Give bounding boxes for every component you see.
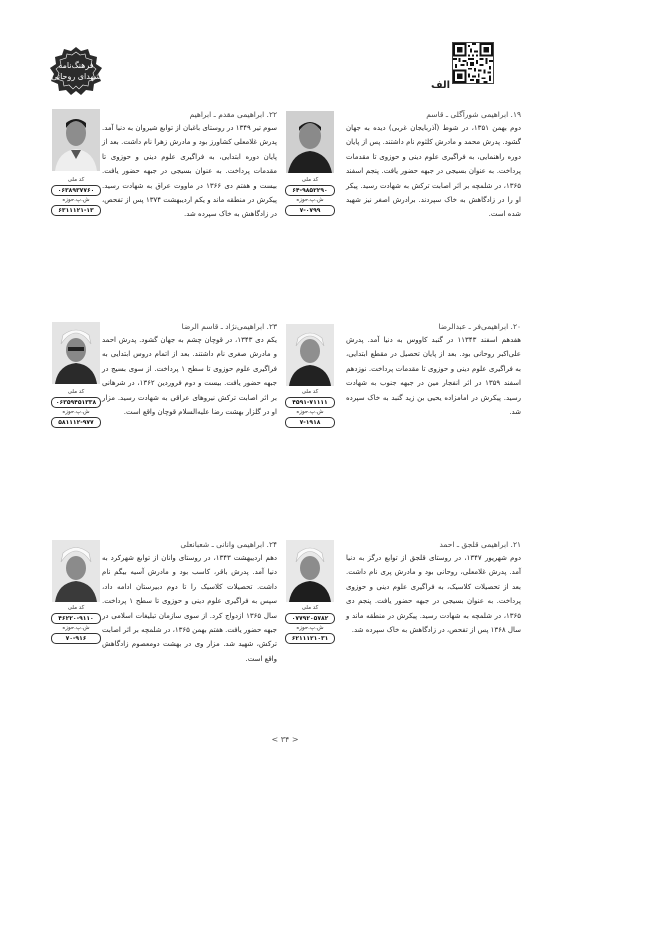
page-number: < ۳۴ > xyxy=(271,735,299,744)
national-code: ۴۶۲۲۰-۹۱۱۰ xyxy=(51,613,101,624)
qr-code xyxy=(452,42,494,84)
book-logo xyxy=(48,46,104,96)
entry-22 xyxy=(102,110,277,222)
entry-text: هفدهم اسفند ۱۱۳۴۳ در گنبد کاووس به دنیا آمد. پدرش علی‌اکبر روحانی بود. بعد از پایان تحصیل در مقطع ابتدایی، به فراگیری علوم دینی و حوزوی تا مقدمات پرداخت. نوزدهم اسفند ۱۳۵۹ در اثر انفجار مین در جبهه جنوب به شهادت رسید. پیکرش در امامزاده یحیی بن زید گنبد به خاک سپرده شد. xyxy=(346,336,521,417)
seminary-no-label: ش.پ.حوزه xyxy=(62,409,90,415)
seminary-no: ۶۲۱۱۱۲۱۰۳۱ xyxy=(285,633,335,644)
logo-line-2: شهدای روحانی xyxy=(51,72,101,81)
national-code: ۰۶۳۵۹۴۵۱۳۳۸ xyxy=(51,397,101,408)
entry-text: دهم اردیبهشت ۱۳۴۳، در روستای وانان از توابع شهرکرد به دنیا آمد. پدرش باقر، کاسب بود و مادرش آسیه بیگم نام داشت. تحصیلات کلاسیک را تا دوم دبیرستان ادامه داد، سپس به فراگیری علوم دینی و حوزوی تا سطح ۱ پرداخت. سال ۱۳۶۵ ازدواج کرد. از سوی سازمان تبلیغات اسلامی در جبهه حضور یافت. هفتم بهمن ۱۳۶۵، در شلمچه بر اثر اصابت ترکش، شهید شد. مزار وی در بهشت دومعصوم زادگاهش واقع است. xyxy=(102,554,277,663)
code-block xyxy=(48,604,104,644)
entry-title: ۱۹. ابراهیمی شورآگلی ـ قاسم xyxy=(426,110,521,119)
seminary-no: ۶۳۱۱۱۲۱-۱۳ xyxy=(51,205,101,216)
entry-title: ۲۳. ابراهیمی‌نژاد ـ قاسم الرضا xyxy=(181,322,277,331)
code-block xyxy=(282,604,338,644)
entry-text: دوم بهمن ۱۳۵۱، در شوط (آذربایجان غربی) دیده به جهان گشود. پدرش محمد و مادرش کلثوم نام داشتند. پس از پایان دوره راهنمایی، به فراگیری علوم دینی و حوزوی تا مقدمات پرداخت. به عنوان بسیجی در جبهه حضور یافت. پنجم اسفند ۱۳۶۵، در شلمچه بر اثر اصابت ترکش به شهادت رسید. پیکر او را در زادگاهش به خاک سپردند. برادرش اصغر نیز شهید شده است. xyxy=(346,124,521,219)
national-code-label: کد ملی xyxy=(301,389,319,395)
entry-title: ۲۰. ابراهیمی‌فر ـ عبدالرضا xyxy=(438,322,521,331)
code-block xyxy=(48,388,104,428)
entry-21 xyxy=(346,540,521,637)
entry-20 xyxy=(346,322,521,419)
entry-23 xyxy=(102,322,277,419)
section-letter: الف xyxy=(431,80,451,91)
code-block xyxy=(48,176,104,216)
entry-title: ۲۱. ابراهیمی قلجق ـ احمد xyxy=(439,540,521,549)
seminary-no: ۷۰-۹۱۶ xyxy=(51,633,101,644)
seminary-no-label: ش.پ.حوزه xyxy=(296,197,324,203)
portrait-photo xyxy=(286,111,334,173)
portrait-photo xyxy=(52,109,100,171)
entry-title: ۲۴. ابراهیمی وانانی ـ شعبانعلی xyxy=(180,540,277,549)
entry-text: دوم شهریور ۱۳۴۷، در روستای قلجق از توابع درگز به دنیا آمد. پدرش غلامعلی، روحانی بود و مادرش پری نام داشت. بعد از تحصیلات کلاسیک، به فراگیری علوم دینی و حوزوی پرداخت. به عنوان بسیجی در جبهه حضور یافت. پنجم دی ۱۳۶۵، در شلمچه به شهادت رسید. پیکرش در منطقه ماند و سال ۱۳۶۸ پس از تفحص، در زادگاهش به خاک سپرده شد. xyxy=(346,554,521,635)
code-block xyxy=(282,176,338,216)
national-code: ۴۵۹۱-۷۱۱۱۱ xyxy=(285,397,335,408)
national-code: ۰۷۷۹۲۰۵۷۸۲ xyxy=(285,613,335,624)
code-block xyxy=(282,388,338,428)
national-code-label: کد ملی xyxy=(67,389,85,395)
seminary-no: ۵۸۱۱۱۲-۹۷۷ xyxy=(51,417,101,428)
seminary-no-label: ش.پ.حوزه xyxy=(62,625,90,631)
entry-24 xyxy=(102,540,277,666)
seminary-no-label: ش.پ.حوزه xyxy=(62,197,90,203)
entry-title: ۲۲. ابراهیمی مقدم ـ ابراهیم xyxy=(189,110,277,119)
seminary-no-label: ش.پ.حوزه xyxy=(296,625,324,631)
national-code: ۰۶۳۸۹۳۷۷۶۰ xyxy=(51,185,101,196)
portrait-photo xyxy=(286,324,334,386)
portrait-photo xyxy=(52,540,100,602)
national-code-label: کد ملی xyxy=(67,605,85,611)
logo-line-1: فرهنگ‌نامه xyxy=(58,61,94,70)
seminary-no: ۷-۱۹۱۸ xyxy=(285,417,335,428)
portrait-photo xyxy=(286,540,334,602)
entry-text: یکم دی ۱۳۴۳، در قوچان چشم به جهان گشود. پدرش احمد و مادرش صغری نام داشتند. بعد از اتمام دروس ابتدایی به فراگیری علوم حوزوی تا سطح ۱ پرداخت. از سوی بسیج در جبهه حضور یافت. بیست و دوم فروردین ۱۳۶۲، در شرهانی بر اثر اصابت ترکش نیروهای عراقی به شهادت رسید. مزار او در گلزار بهشت رضا علیه‌السلام قوچان واقع است. xyxy=(102,336,278,417)
national-code-label: کد ملی xyxy=(301,605,319,611)
seminary-no: ۷-۰۷۹۹ xyxy=(285,205,335,216)
entry-text: سوم تیر ۱۳۴۹ در روستای باغبان از توابع شیروان به دنیا آمد. پدرش غلامعلی کشاورز بود و مادرش زهرا نام داشت. بعد از پایان دوره ابتدایی، به فراگیری علوم دینی و حوزوی تا مقدمات پرداخت. به عنوان بسیجی در جبهه حضور یافت. بیست و هفتم دی ۱۳۶۶ در ماووت عراق به شهادت رسید. پیکرش در منطقه ماند و یکم اردیبهشت ۱۳۷۴ پس از تفحص، در زادگاهش به خاک سپرده شد. xyxy=(102,124,277,219)
entry-19 xyxy=(346,110,521,222)
national-code-label: کد ملی xyxy=(67,177,85,183)
national-code: ۶۴-۹۸۵۲۲۹۰ xyxy=(285,185,335,196)
national-code-label: کد ملی xyxy=(301,177,319,183)
portrait-photo xyxy=(52,322,100,384)
seminary-no-label: ش.پ.حوزه xyxy=(296,409,324,415)
